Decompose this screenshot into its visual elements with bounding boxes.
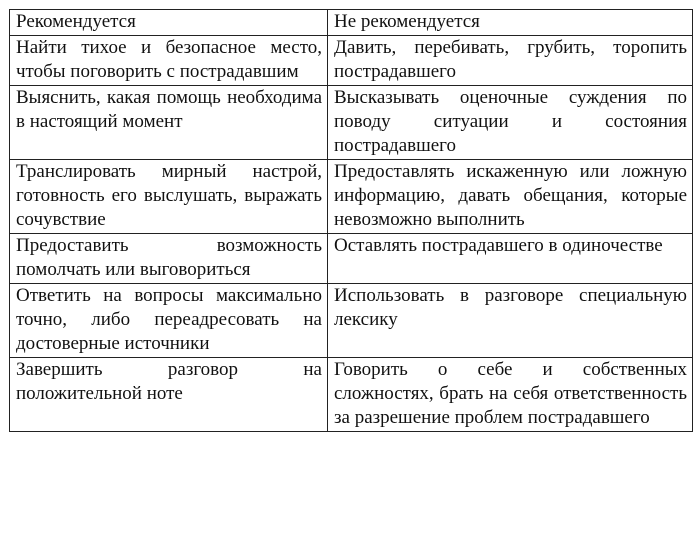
table-row [10,36,693,86]
recommendations-table [9,9,693,432]
cell-not-recommended: Оставлять пострадавшего в одиночестве [328,234,693,284]
table-row [10,160,693,234]
cell-not-recommended: Говорить о себе и собственных сложностях, брать на себя ответственность за разрешение проблем пострадавшего [328,358,693,432]
table-header-row [10,10,693,36]
cell-recommended: Предоставить возможность помолчать или выговориться [10,234,328,284]
cell-recommended: Найти тихое и безопасное место, чтобы поговорить с пострадавшим [10,36,328,86]
table-row [10,86,693,160]
cell-not-recommended: Давить, перебивать, грубить, торопить пострадавшего [328,36,693,86]
cell-not-recommended: Высказывать оценочные суждения по поводу ситуации и состояния пострадавшего [328,86,693,160]
table-row [10,284,693,358]
cell-recommended: Завершить разговор на положительной ноте [10,358,328,432]
cell-not-recommended: Предоставлять искаженную или ложную информацию, давать обещания, которые невозможно выполнить [328,160,693,234]
header-recommended: Рекомендуется [10,10,328,36]
header-not-recommended: Не рекомендуется [328,10,693,36]
cell-recommended: Выяснить, какая помощь необходима в настоящий момент [10,86,328,160]
cell-recommended: Ответить на вопросы максимально точно, либо переадресовать на достоверные источники [10,284,328,358]
table-row [10,358,693,432]
recommendations-table-container [9,9,693,432]
cell-recommended: Транслировать мирный настрой, готовность его выслушать, выражать сочувствие [10,160,328,234]
cell-not-recommended: Использовать в разговоре специальную лексику [328,284,693,358]
table-row [10,234,693,284]
